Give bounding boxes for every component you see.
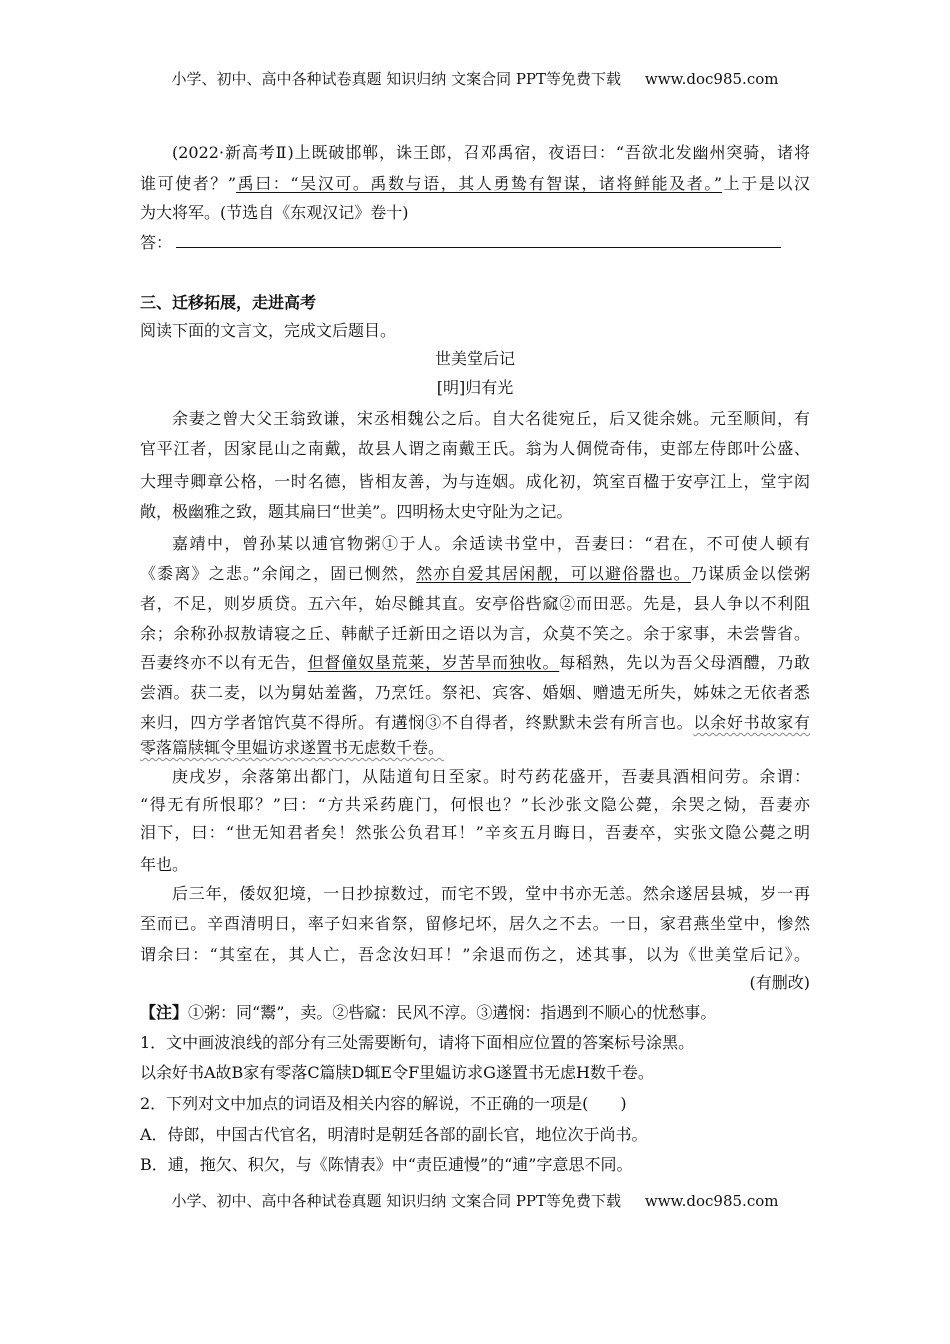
question-1-sentence: 以余好书A故B家有零落C篇牍D辄E令F里媪访求G遂置书无虑H数千卷。	[140, 1063, 654, 1082]
text-line	[140, 682, 810, 704]
text-line	[140, 652, 810, 674]
underlined-text: 然亦自爱其居闲靓，可以避俗嚣也。	[416, 564, 691, 583]
notes-text: ①粥：同“鬻”，卖。②呰窳：民风不淳。③遘悯：指遇到不顺心的忧愁事。	[188, 1003, 717, 1022]
text-segment: 嘉靖中，曾孙某以逋官物粥①于人。余适读书堂中，吾妻曰：“君在，不可使人顿有	[172, 534, 810, 553]
text-segment: 乃谋质金以偿粥	[690, 564, 810, 583]
underlined-text: 但督僮奴垦荒莱，岁苦旱而独收。	[307, 653, 560, 672]
text-segment: 《黍离》之悲。”余闻之，固已恻然，	[140, 564, 417, 583]
footer-site: www.doc985.com	[644, 1192, 779, 1210]
notes-label: 【注】	[140, 1003, 189, 1022]
text-segment: “得无有所恨耶？”曰：“方共采药鹿门，何恨也？”长沙张文隐公薨，余哭之恸，吾妻亦	[140, 795, 810, 814]
text-line	[140, 794, 810, 816]
text-line	[140, 913, 810, 935]
text-line	[140, 623, 810, 645]
text-line	[140, 944, 810, 966]
text-line	[140, 471, 810, 493]
text-segment: 吾妻终亦不以有无告，	[140, 653, 308, 672]
header-site: www.doc985.com	[644, 70, 779, 88]
section-instruction: 阅读下面的文言文，完成文后题目。	[140, 321, 397, 340]
text-segment: 后三年，倭奴犯境，一日抄掠数过，而宅不毁，堂中书亦无恙。然余遂居县城，岁一再	[172, 884, 810, 903]
text-segment: 上于是以汉	[722, 174, 810, 193]
text-line	[140, 438, 810, 460]
text-line	[140, 202, 810, 224]
text-segment: (2022·新高考Ⅱ)上既破邯郸，诛王郎，召邓禹宿，夜语曰：“吾欲北发幽州突骑，诸将	[172, 143, 810, 162]
text-line	[140, 822, 810, 844]
text-segment: 余妻之曾大父王翁致谦，宋丞相魏公之后。自大名徙宛丘，后又徙余姚。元至顺间，有	[172, 409, 810, 428]
wavy-underlined-text: 零落篇牍辄令里媪访求遂置书无虑数千卷。	[140, 738, 445, 757]
text-segment: 为大将军。(节选自《东观汉记》卷十)	[140, 203, 409, 222]
header-text: 小学、初中、高中各种试卷真题 知识归纳 文案合同 PPT等免费下载	[171, 70, 622, 88]
text-segment: 每稻熟，先以为吾父母酒醴，乃敢	[559, 653, 810, 672]
text-segment: 余；余称孙叔敖请寝之丘、韩献子迁新田之语以为言，众莫不笑之。余于家事，未尝訾省。	[140, 624, 810, 643]
text-segment: 谓余曰：“其室在，其人亡，吾念汝妇耳！”余退而伤之，述其事，以为《世美堂后记》。	[140, 945, 810, 964]
page-header	[0, 68, 950, 89]
answer-line	[140, 232, 810, 254]
text-segment: 官平江者，因家昆山之南戴，故县人谓之南戴王氏。翁为人倜傥奇伟，吏部左侍郎叶公盛、	[140, 439, 810, 458]
footer-text: 小学、初中、高中各种试卷真题 知识归纳 文案合同 PPT等免费下载	[171, 1192, 622, 1210]
text-segment: 庚戌岁，余落第出都门，从陆道旬日至家。时芍药花盛开，吾妻具酒相问劳。余谓：	[172, 767, 810, 786]
question-1: 1．文中画波浪线的部分有三处需要断句，请将下面相应位置的答案标号涂黑。	[140, 1033, 695, 1052]
answer-label: 答：	[140, 233, 173, 252]
wavy-underlined-text: 以余好书故家有	[693, 713, 810, 732]
text-segment: 谁可使者？”	[140, 174, 237, 193]
edit-note: (有删改)	[749, 973, 810, 992]
text-line	[172, 883, 810, 905]
section-title: 三、迁移拓展，走进高考	[140, 293, 317, 312]
text-line	[140, 593, 810, 615]
text-line	[172, 533, 810, 555]
answer-blank[interactable]	[176, 233, 781, 248]
text-segment: 尝酒。获二麦，以为舅姑羞酱，乃烹饪。祭祀、宾客、婚姻、赠遗无所失，姊妹之无依者悉	[140, 683, 810, 702]
option-a[interactable]: A．侍郎，中国古代官名，明清时是朝廷各部的副长官，地位次于尚书。	[140, 1125, 648, 1144]
question-2: 2．下列对文中加点的词语及相关内容的解说，不正确的一项是( )	[140, 1094, 627, 1113]
text-segment: 来归，四方学者馆饩莫不得所。有遘悯③不自得者，终默默未尝有所言也。	[140, 713, 694, 732]
text-line	[172, 142, 810, 164]
underlined-text: 禹曰：“吴汉可。禹数与语，其人勇鸷有智谋，诸将鲜能及者。”	[236, 174, 723, 193]
text-segment: 大理寺卿章公格，一时名德，皆相友善，为与连姻。成化初，筑室百楹于安亭江上，堂宇闳	[140, 472, 810, 491]
option-b[interactable]: B．逋，拖欠、积欠，与《陈情表》中“责臣逋慢”的“逋”字意思不同。	[140, 1155, 633, 1174]
notes	[140, 1002, 810, 1024]
text-line	[140, 563, 810, 585]
page-footer	[0, 1190, 950, 1211]
text-segment: 者，不足，则岁质贷。五六年，始尽雠其直。安亭俗呰窳②而田恶。先是，县人争以不利阻	[140, 594, 810, 613]
text-line	[140, 173, 810, 195]
text-segment: 年也。	[140, 855, 189, 874]
text-line	[172, 408, 810, 430]
article-author: [明]归有光	[436, 378, 514, 397]
text-line	[140, 854, 810, 876]
text-line	[140, 737, 810, 759]
article-title: 世美堂后记	[434, 349, 515, 368]
text-line	[140, 712, 810, 734]
text-segment: 至而已。辛酉清明日，率子妇来省祭，留修圮坏，居久之不去。一日，家君燕坐堂中，惨然	[140, 914, 810, 933]
text-segment: 敞，极幽雅之致，题其扁曰“世美”。四明杨太史守阯为之记。	[140, 502, 573, 521]
text-line	[172, 766, 810, 788]
text-segment: 泪下，曰：“世无知君者矣！然张公负君耳！”辛亥五月晦日，吾妻卒，实张文隐公薨之明	[140, 823, 810, 842]
text-line	[140, 501, 810, 523]
